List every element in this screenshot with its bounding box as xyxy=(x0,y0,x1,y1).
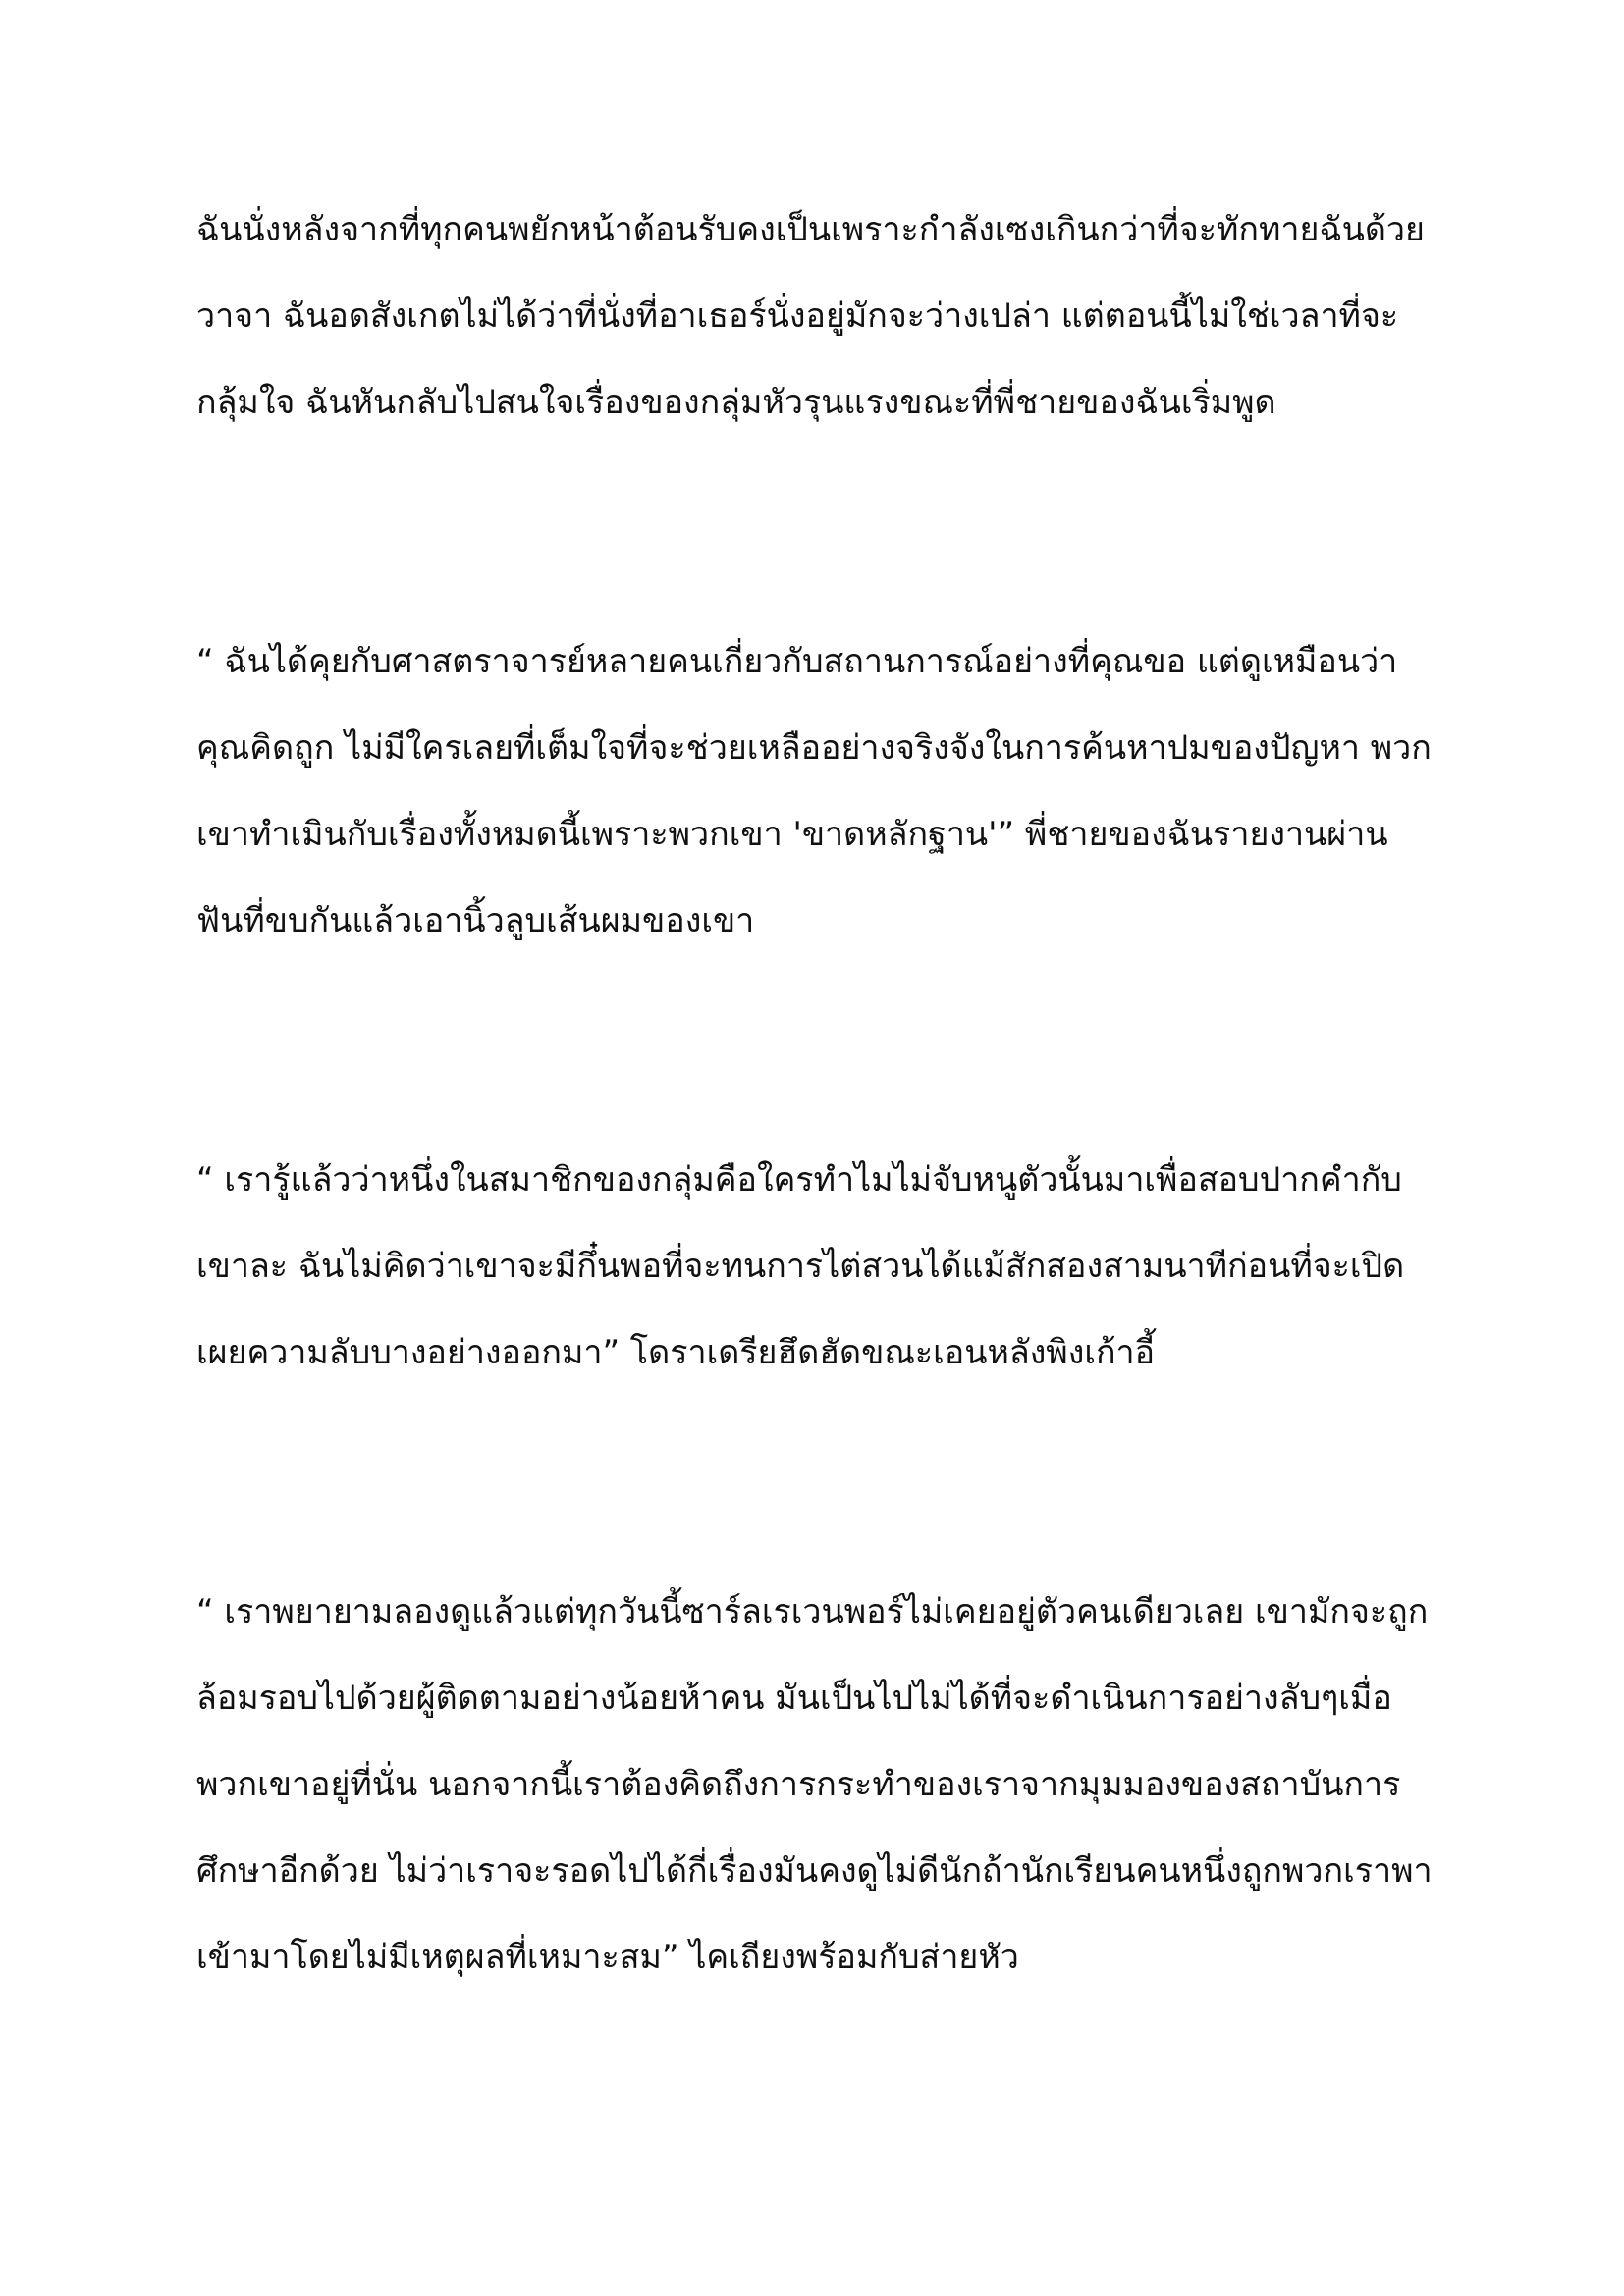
paragraph-kai-dialogue: “ เราพยายามลองดูแล้วแต่ทุกวันนี้ซาร์ลเรเวนพอร์ไม่เคยอยู่ตัวคนเดียวเลย เขามักจะถูกล้อมรอบไปด้วยผู้ติดตามอย่างน้อยห้าคน มันเป็นไปไม่ได้ที่จะดำเนินการอย่างลับๆเมื่อพวกเขาอยู่ที่นั่น นอกจากนี้เราต้องคิดถึงการกระทำของเราจากมุมมองของสถาบันการศึกษาอีกด้วย ไม่ว่าเราจะรอดไปได้กี่เรื่องมันคงดูไม่ดีนักถ้านักเรียนคนหนึ่งถูกพวกเราพาเข้ามาโดยไม่มีเหตุผลที่เหมาะสม” ไคเถียงพร้อมกับส่ายหัว xyxy=(196,1592,1433,1977)
paragraph-brother-report: “ ฉันได้คุยกับศาสตราจารย์หลายคนเกี่ยวกับสถานการณ์อย่างที่คุณขอ แต่ดูเหมือนว่าคุณคิดถูก ไม่มีใครเลยที่เต็มใจที่จะช่วยเหลืออย่างจริงจังในการค้นหาปมของปัญหา พวกเขาทำเมินกับเรื่องทั้งหมดนี้เพราะพวกเขา 'ขาดหลักฐาน'” พี่ชายของฉันรายงานผ่านฟันที่ขบกันแล้วเอานิ้วลูบเส้นผมของเขา xyxy=(196,642,1432,940)
document-body xyxy=(196,187,1434,2001)
paragraph-narration: ฉันนั่งหลังจากที่ทุกคนพยักหน้าต้อนรับคงเป็นเพราะกำลังเซงเกินกว่าที่จะทักทายฉันด้วยวาจา ฉันอดสังเกตไม่ได้ว่าที่นั่งที่อาเธอร์นั่งอยู่มักจะว่างเปล่า แต่ตอนนี้ไม่ใช่เวลาที่จะกลุ้มใจ ฉันหันกลับไปสนใจเรื่องของกลุ่มหัวรุนแรงขณะที่พี่ชายของฉันเริ่มพูด xyxy=(196,210,1425,422)
paragraph-doradria-dialogue: “ เรารู้แล้วว่าหนึ่งในสมาชิกของกลุ่มคือใครทำไมไม่จับหนูตัวนั้นมาเพื่อสอบปากคำกับเขาละ ฉันไม่คิดว่าเขาจะมีกึ๋นพอที่จะทนการไต่สวนได้แม้สักสองสามนาทีก่อนที่จะเปิดเผยความลับบางอย่างออกมา” โดราเดรียฮึดฮัดขณะเอนหลังพิงเก้าอี้ xyxy=(196,1160,1405,1372)
